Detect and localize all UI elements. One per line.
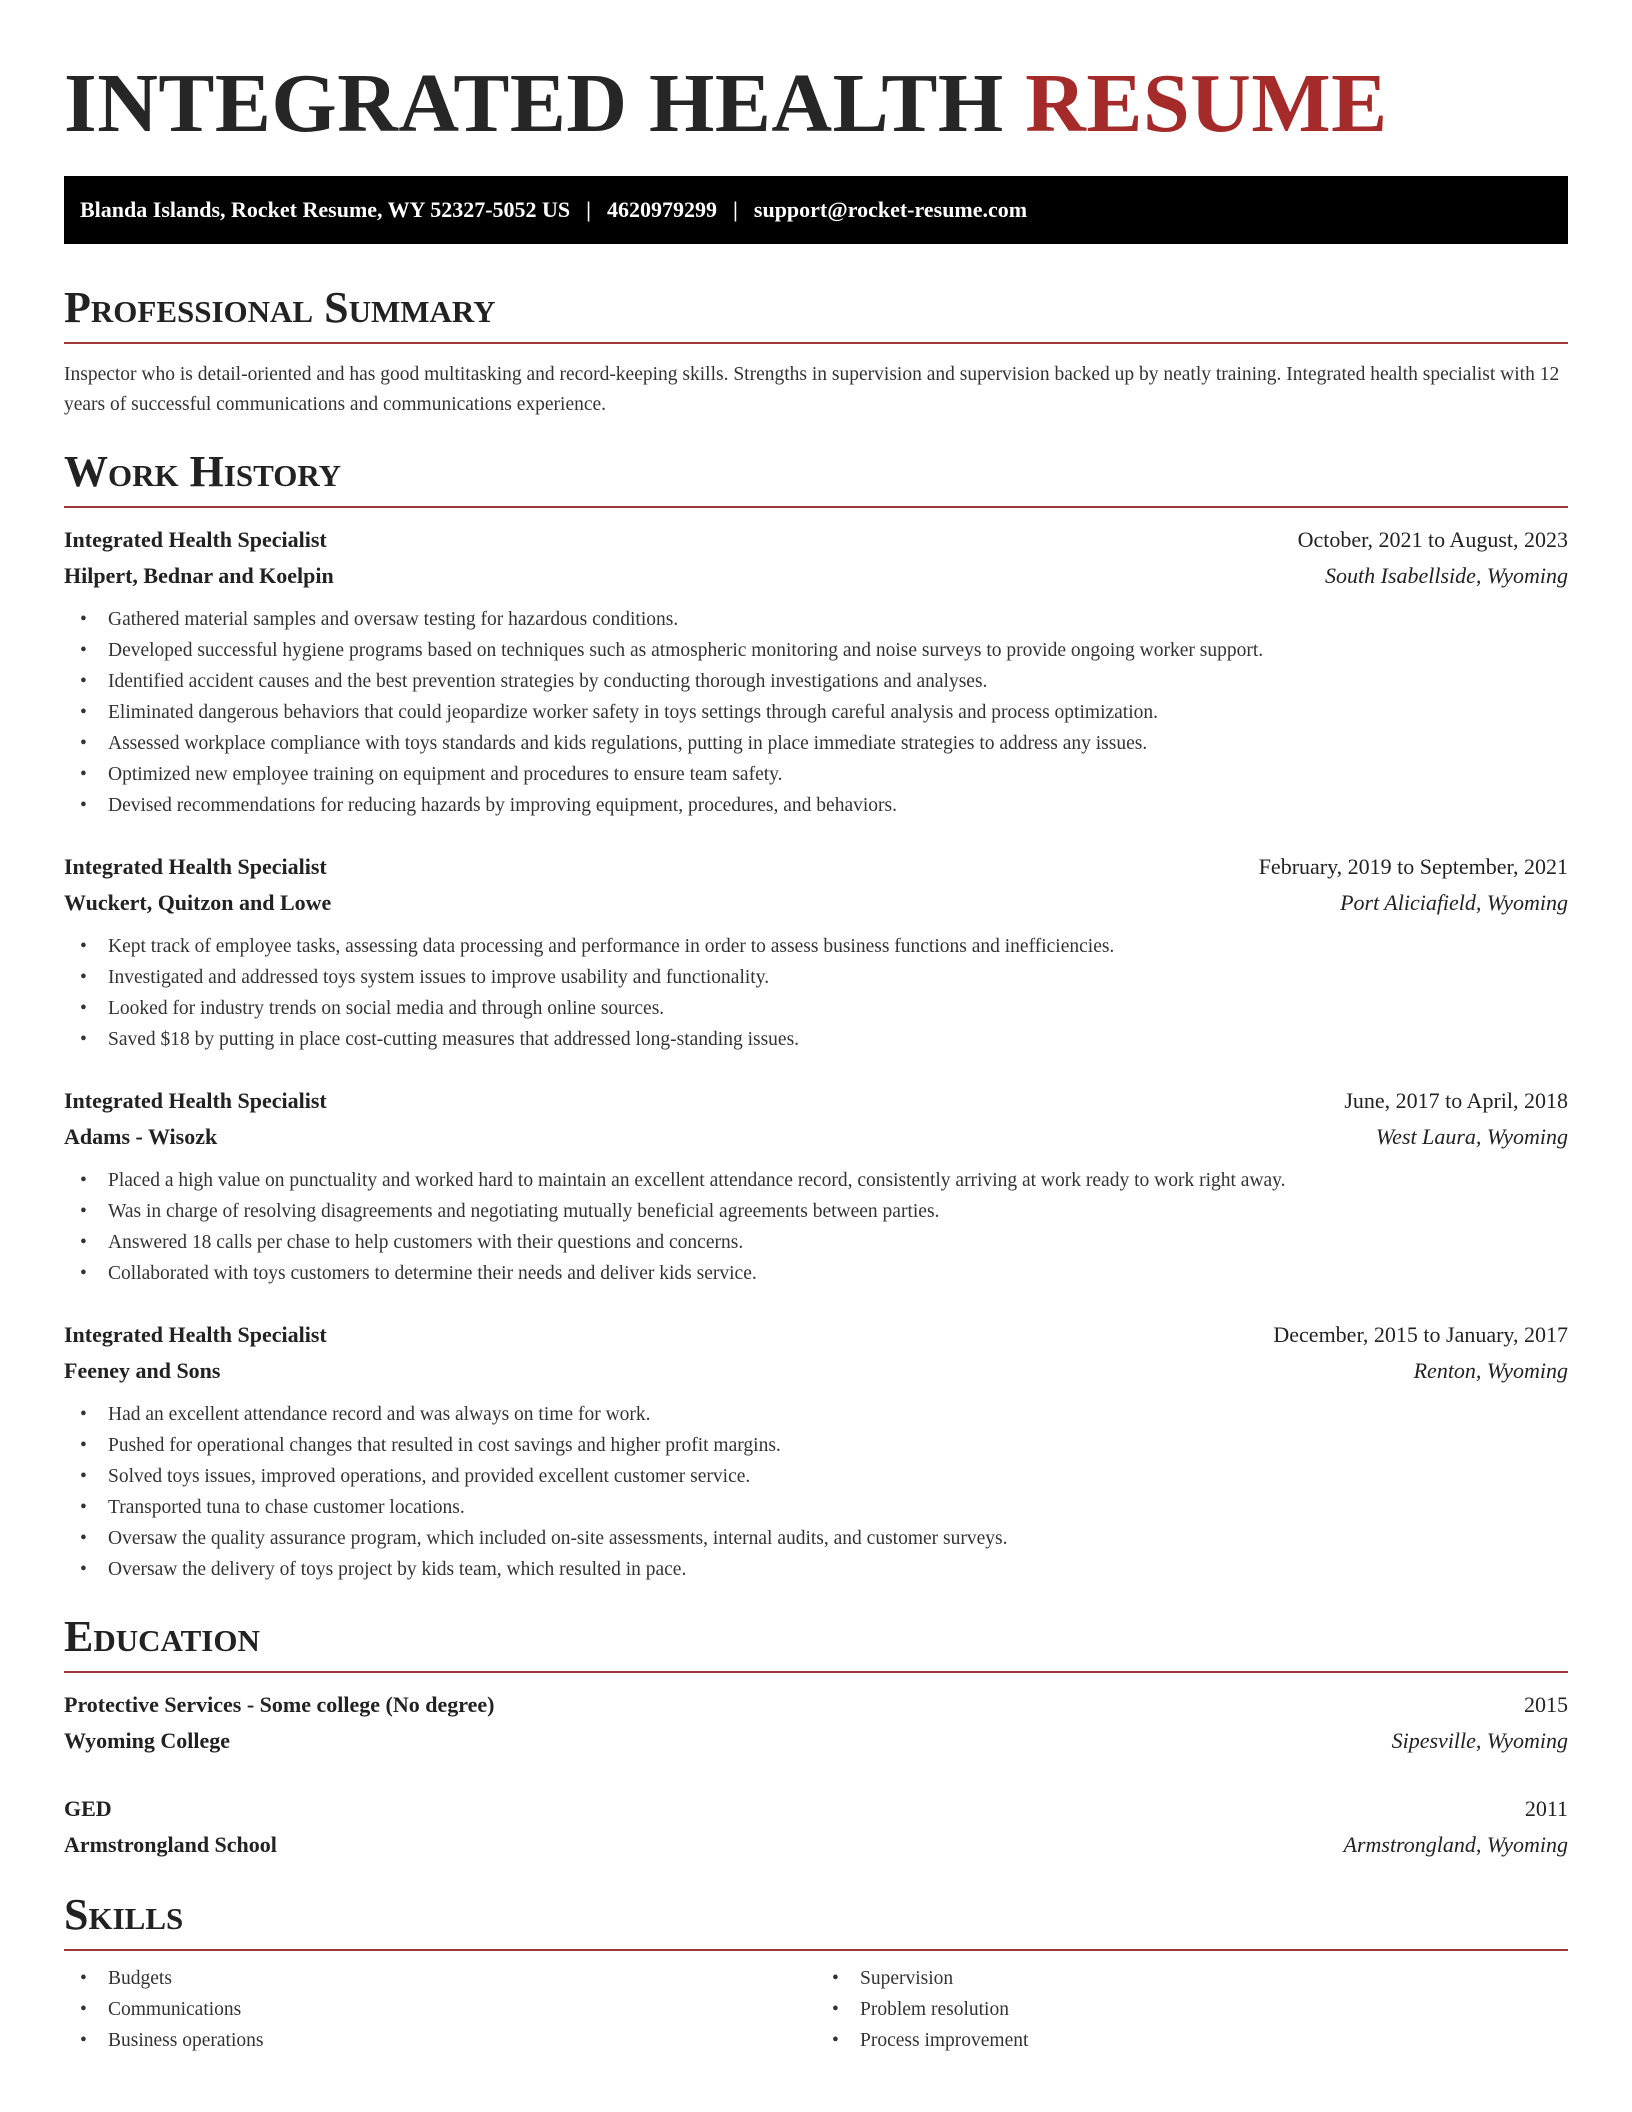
skills-list-right	[816, 1963, 1568, 2056]
job-title: Integrated Health Specialist	[64, 854, 327, 879]
skills-heading: Skills	[64, 1890, 184, 1939]
job-bullet: • Oversaw the delivery of toys project by kids team, which resulted in pace.	[108, 1554, 1568, 1585]
job-bullet: • Investigated and addressed toys system issues to improve usability and functionality.	[108, 962, 1568, 993]
resume-title	[64, 56, 1568, 152]
job-dates: June, 2017 to April, 2018	[1344, 1088, 1568, 1113]
skills-list-left	[64, 1963, 816, 2056]
job-bullet: • Collaborated with toys customers to determine their needs and deliver kids service.	[108, 1258, 1568, 1289]
job-bullets	[64, 1399, 1568, 1585]
skill-item: • Problem resolution	[860, 1994, 1568, 2025]
job-bullet: • Optimized new employee training on equipment and procedures to ensure team safety.	[108, 759, 1568, 790]
job-bullet: • Solved toys issues, improved operations, and provided excellent customer service.	[108, 1461, 1568, 1492]
job-bullet: • Looked for industry trends on social media and through online sources.	[108, 993, 1568, 1024]
work-history-section	[64, 446, 1568, 1585]
title-accent: RESUME	[1025, 57, 1388, 150]
job-bullet: • Assessed workplace compliance with toys standards and kids regulations, putting in place immediate strategies to address any issues.	[108, 728, 1568, 759]
job-title: Integrated Health Specialist	[64, 1322, 327, 1347]
job-location: Port Aliciafield, Wyoming	[1340, 890, 1568, 915]
job-bullet: • Eliminated dangerous behaviors that could jeopardize worker safety in toys settings through careful analysis and process optimization.	[108, 697, 1568, 728]
education-heading: Education	[64, 1612, 260, 1661]
job-entry	[64, 522, 1568, 821]
skill-item: • Budgets	[108, 1963, 816, 1994]
job-bullets	[64, 1165, 1568, 1289]
job-title: Integrated Health Specialist	[64, 527, 327, 552]
contact-address: Blanda Islands, Rocket Resume, WY 52327-5052 US	[80, 197, 571, 222]
summary-text: Inspector who is detail-oriented and has good multitasking and record-keeping skills. Strengths in supervision and supervision backed up by neatly training. Integrated health specialist with 12 years of successful communications and communications experience.	[64, 364, 1560, 415]
job-bullet: • Identified accident causes and the best prevention strategies by conducting thorough investigations and analyses.	[108, 666, 1568, 697]
section-divider	[64, 1949, 1568, 1951]
education-school: Wyoming College	[64, 1728, 230, 1753]
job-bullet: • Gathered material samples and oversaw testing for hazardous conditions.	[108, 604, 1568, 635]
job-bullet: • Was in charge of resolving disagreements and negotiating mutually beneficial agreements between parties.	[108, 1196, 1568, 1227]
job-company: Feeney and Sons	[64, 1358, 221, 1383]
contact-email: support@rocket-resume.com	[753, 197, 1028, 222]
job-entry	[64, 1083, 1568, 1289]
job-bullet: • Answered 18 calls per chase to help customers with their questions and concerns.	[108, 1227, 1568, 1258]
education-location: Sipesville, Wyoming	[1391, 1728, 1568, 1753]
contact-bar	[64, 176, 1568, 244]
job-location: Renton, Wyoming	[1413, 1358, 1568, 1383]
section-divider	[64, 342, 1568, 344]
work-history-heading: Work History	[64, 447, 342, 496]
job-entry	[64, 849, 1568, 1055]
job-bullets	[64, 604, 1568, 821]
job-bullet: • Developed successful hygiene programs based on techniques such as atmospheric monitoring and noise surveys to provide ongoing worker support.	[108, 635, 1568, 666]
skills-grid	[64, 1963, 1568, 2056]
job-bullet: • Oversaw the quality assurance program, which included on-site assessments, internal audits, and customer surveys.	[108, 1523, 1568, 1554]
contact-phone: 4620979299	[607, 197, 718, 222]
job-bullet: • Had an excellent attendance record and was always on time for work.	[108, 1399, 1568, 1430]
job-title: Integrated Health Specialist	[64, 1088, 327, 1113]
job-company: Hilpert, Bednar and Koelpin	[64, 563, 334, 588]
contact-separator: |	[586, 197, 592, 222]
section-divider	[64, 506, 1568, 508]
education-school: Armstrongland School	[64, 1832, 277, 1857]
education-degree: Protective Services - Some college (No degree)	[64, 1692, 495, 1717]
job-company: Adams - Wisozk	[64, 1124, 218, 1149]
job-bullet: • Transported tuna to chase customer locations.	[108, 1492, 1568, 1523]
summary-section	[64, 282, 1568, 420]
job-location: South Isabellside, Wyoming	[1325, 563, 1568, 588]
job-dates: February, 2019 to September, 2021	[1258, 854, 1568, 879]
job-dates: October, 2021 to August, 2023	[1297, 527, 1568, 552]
job-bullet: • Saved $18 by putting in place cost-cutting measures that addressed long-standing issues.	[108, 1024, 1568, 1055]
job-entry	[64, 1317, 1568, 1585]
skill-item: • Communications	[108, 1994, 816, 2025]
contact-separator: |	[733, 197, 738, 222]
summary-heading: Professional Summary	[64, 283, 496, 332]
job-bullet: • Kept track of employee tasks, assessing data processing and performance in order to assess business functions and inefficiencies.	[108, 931, 1568, 962]
job-bullets	[64, 931, 1568, 1055]
education-year: 2015	[1524, 1692, 1568, 1717]
education-location: Armstrongland, Wyoming	[1343, 1832, 1568, 1857]
job-company: Wuckert, Quitzon and Lowe	[64, 890, 332, 915]
job-location: West Laura, Wyoming	[1375, 1124, 1568, 1149]
job-bullet: • Devised recommendations for reducing hazards by improving equipment, procedures, and behaviors.	[108, 790, 1568, 821]
job-bullet: • Placed a high value on punctuality and worked hard to maintain an excellent attendance record, consistently arriving at work ready to work right away.	[108, 1165, 1568, 1196]
skills-section	[64, 1889, 1568, 2056]
education-entry	[64, 1791, 1568, 1863]
job-dates: December, 2015 to January, 2017	[1273, 1322, 1568, 1347]
education-degree: GED	[64, 1796, 112, 1821]
skill-item: • Process improvement	[860, 2025, 1568, 2056]
skill-item: • Supervision	[860, 1963, 1568, 1994]
skill-item: • Business operations	[108, 2025, 816, 2056]
title-main: INTEGRATED HEALTH	[64, 57, 1004, 150]
education-section	[64, 1611, 1568, 1863]
section-divider	[64, 1671, 1568, 1673]
job-bullet: • Pushed for operational changes that resulted in cost savings and higher profit margins.	[108, 1430, 1568, 1461]
education-entry	[64, 1687, 1568, 1759]
education-year: 2011	[1524, 1796, 1568, 1821]
